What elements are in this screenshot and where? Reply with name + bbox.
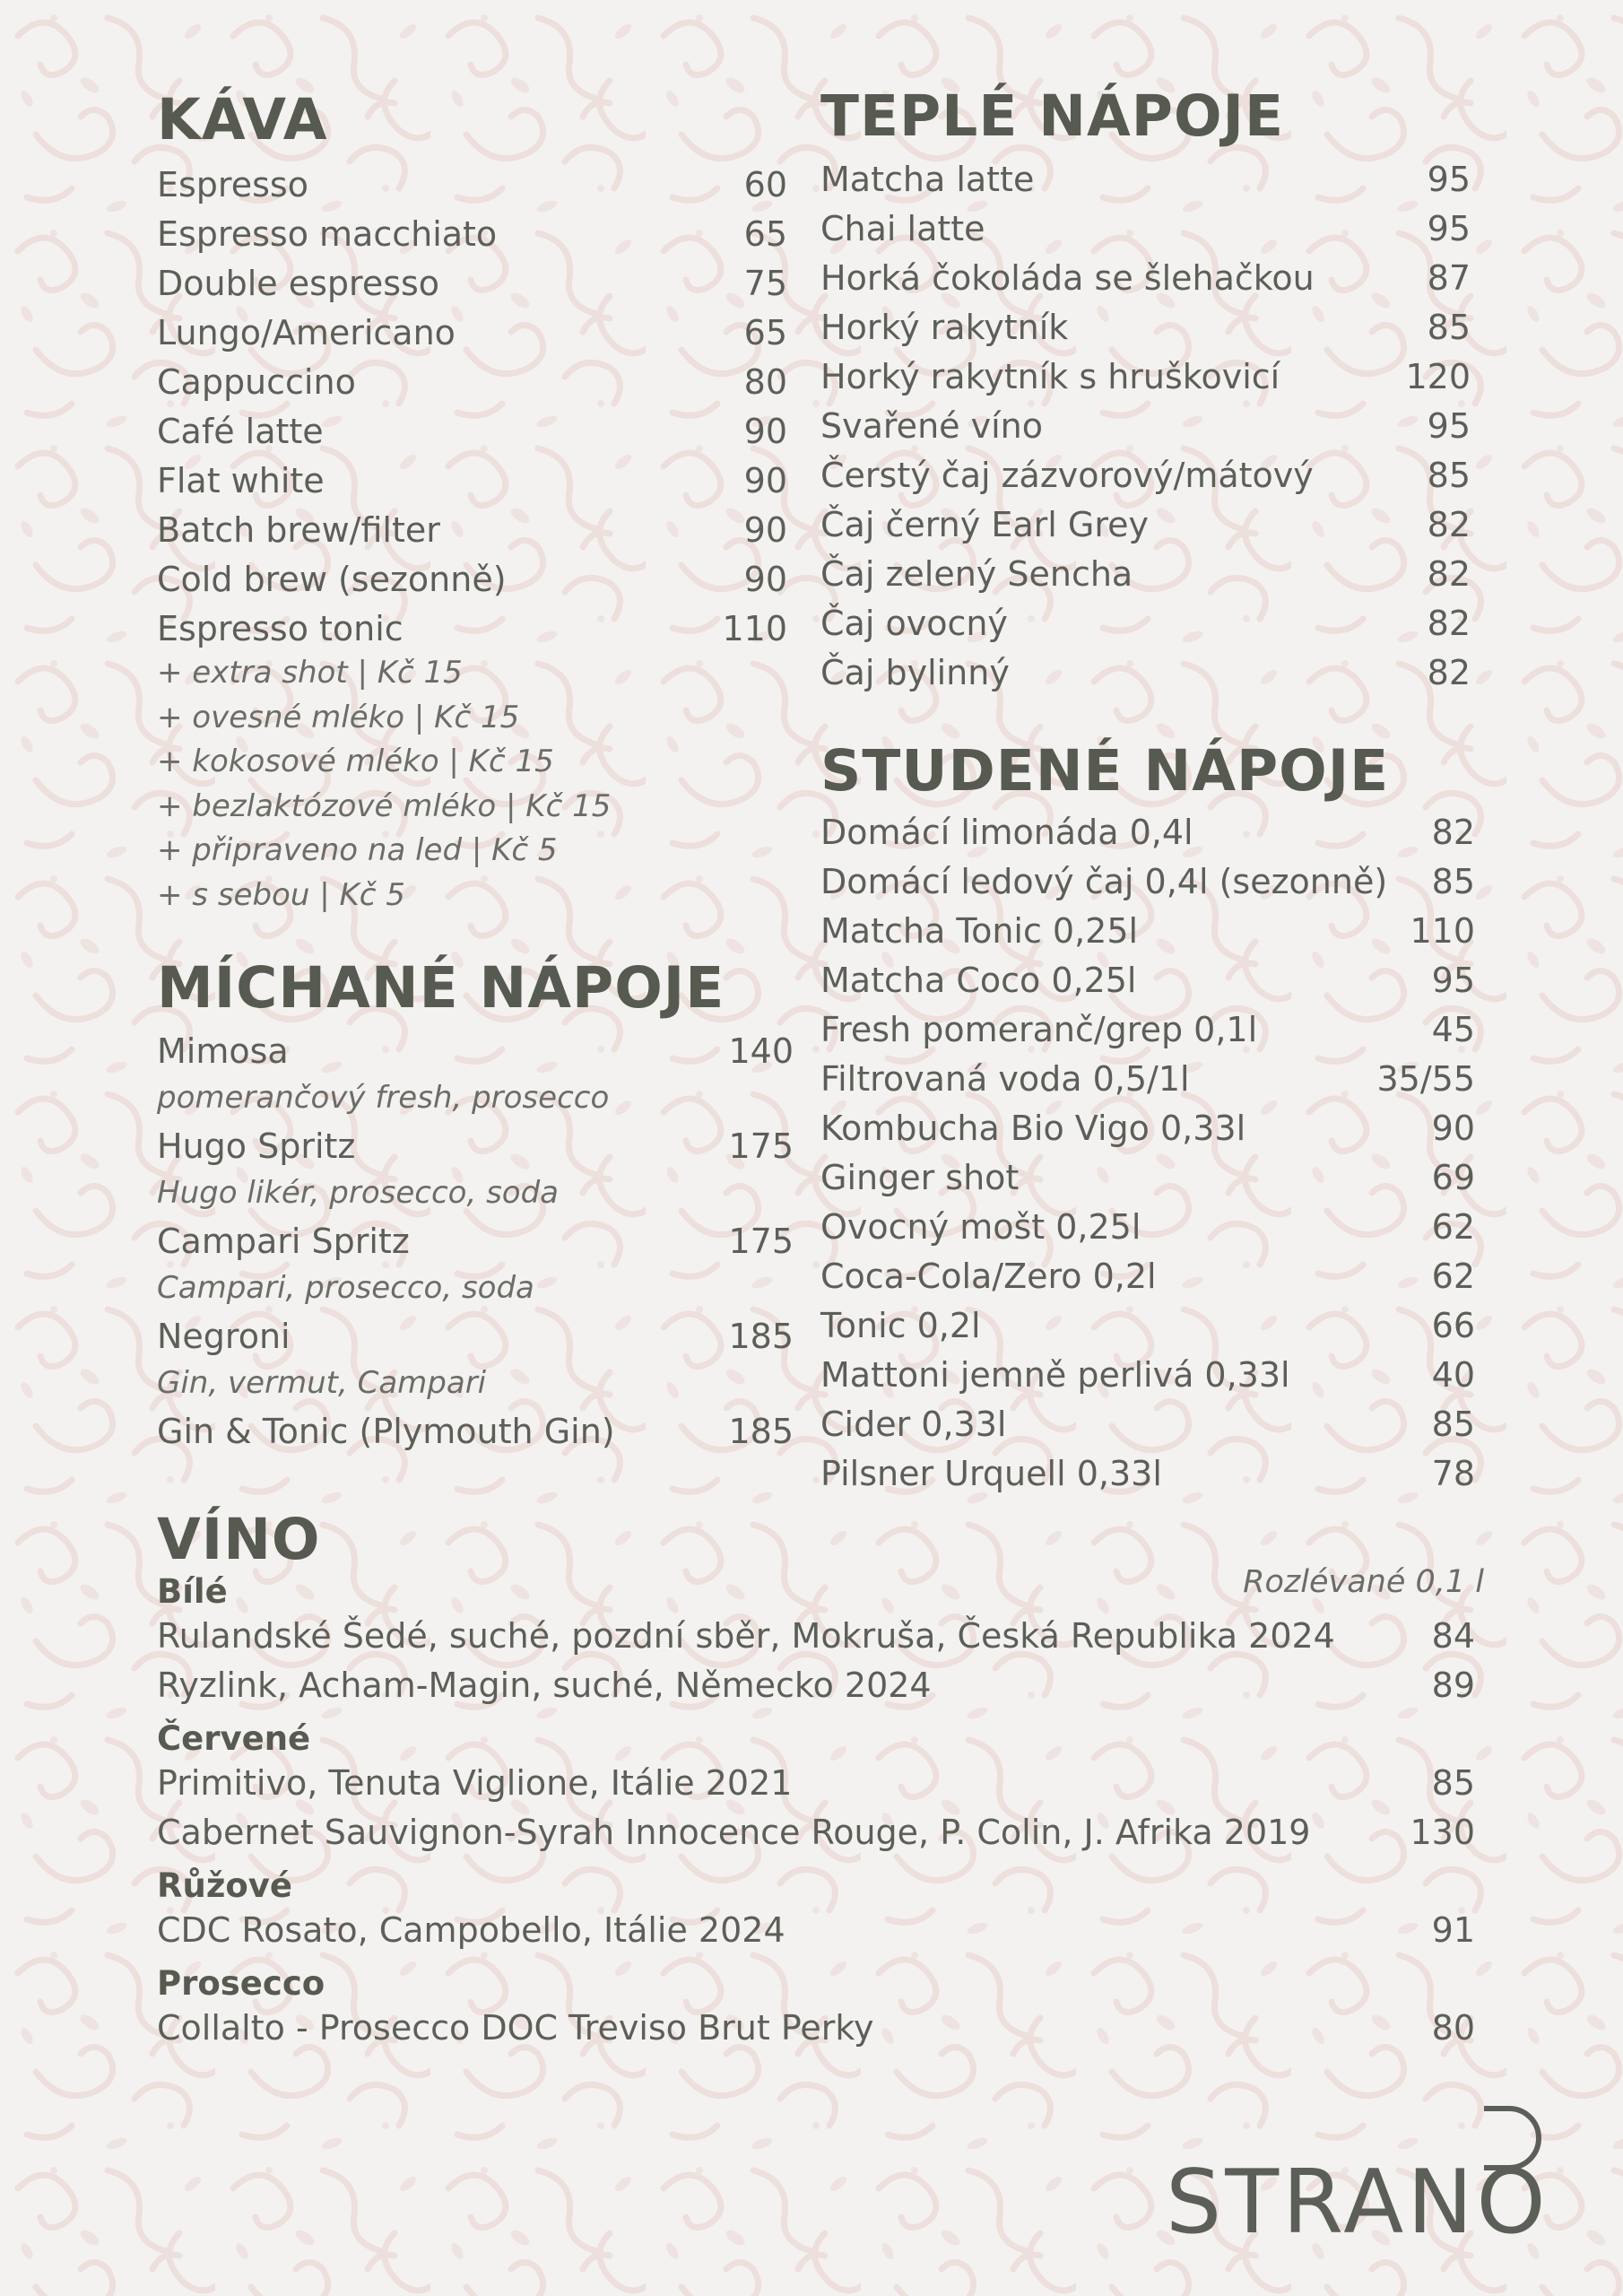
- item-description: Gin, vermut, Campari: [157, 1365, 487, 1401]
- item-name: Fresh pomeranč/grep 0,1l: [820, 1010, 1258, 1049]
- menu-item: [820, 1257, 1475, 1306]
- item-price: 66: [1431, 1306, 1475, 1345]
- wine-item: [157, 1763, 1475, 1813]
- item-price: 185: [728, 1317, 794, 1356]
- item-name: CDC Rosato, Campobello, Itálie 2024: [157, 1910, 785, 1950]
- item-name: Mimosa: [157, 1031, 289, 1071]
- pour-size-note: Rozlévané 0,1 l: [1243, 1564, 1484, 1600]
- item-name: Chai latte: [820, 209, 985, 248]
- item-name: Cabernet Sauvignon-Syrah Innocence Rouge, P. Colin, J. Afrika 2019: [157, 1813, 1311, 1852]
- section-teple: [820, 83, 1471, 702]
- item-name: Hugo Spritz: [157, 1126, 356, 1166]
- item-price: 89: [1431, 1665, 1475, 1705]
- item-price: 175: [728, 1222, 794, 1261]
- item-name: Cider 0,33l: [820, 1405, 1007, 1444]
- item-price: 90: [1431, 1109, 1475, 1148]
- logo-text: STRANO: [1166, 2152, 1549, 2254]
- item-name: Mattoni jemně perlivá 0,33l: [820, 1355, 1290, 1395]
- item-price: 90: [743, 412, 787, 451]
- item-name: Ginger shot: [820, 1158, 1020, 1197]
- item-name: Cappuccino: [157, 362, 356, 402]
- section-heading: MÍCHANÉ NÁPOJE: [157, 955, 725, 1021]
- item-price: 82: [1427, 554, 1471, 594]
- item-price: 185: [728, 1412, 794, 1451]
- menu-item: [820, 1306, 1475, 1355]
- menu-item: [157, 560, 787, 609]
- item-name: Tonic 0,2l: [820, 1306, 981, 1345]
- menu-item: [820, 554, 1471, 604]
- menu-item: [820, 1207, 1475, 1257]
- menu-item: [820, 1355, 1475, 1405]
- item-price: 75: [743, 264, 787, 303]
- wine-item: [157, 1665, 1475, 1715]
- extra-option: + připraveno na led | Kč 5: [157, 832, 558, 868]
- menu-item: [157, 165, 787, 214]
- menu-item: [820, 308, 1471, 357]
- item-description: Hugo likér, prosecco, soda: [157, 1175, 560, 1211]
- menu-item: [820, 1158, 1475, 1207]
- wine-category: Růžové: [157, 1866, 292, 1905]
- item-name: Campari Spritz: [157, 1222, 410, 1261]
- menu-item: [820, 1059, 1475, 1109]
- menu-item: [157, 510, 787, 560]
- item-price: 80: [1431, 2008, 1475, 2048]
- wine-item: [157, 1813, 1475, 1862]
- section-kava: [157, 87, 787, 921]
- menu-item: [820, 813, 1475, 862]
- menu-item: [157, 313, 787, 362]
- item-name: Collalto - Prosecco DOC Treviso Brut Perky: [157, 2008, 874, 2048]
- item-price: 82: [1427, 604, 1471, 643]
- menu-item: [820, 406, 1471, 456]
- section-heading: TEPLÉ NÁPOJE: [820, 83, 1284, 149]
- menu-item: [820, 1010, 1475, 1059]
- item-price: 69: [1431, 1158, 1475, 1197]
- section-studene: [820, 738, 1475, 1503]
- extras-list: [157, 655, 787, 921]
- item-name: Double espresso: [157, 264, 440, 303]
- extra-option: + bezlaktózové mléko | Kč 15: [157, 787, 612, 824]
- wine-item: [157, 1616, 1475, 1665]
- extra-option: + ovesné mléko | Kč 15: [157, 699, 520, 735]
- menu-item: [820, 357, 1471, 406]
- item-price: 90: [743, 461, 787, 500]
- menu-item: [820, 456, 1471, 505]
- item-name: Ovocný mošt 0,25l: [820, 1207, 1141, 1247]
- item-price: 82: [1427, 505, 1471, 544]
- item-price: 84: [1431, 1616, 1475, 1656]
- item-name: Negroni: [157, 1317, 291, 1356]
- section-michane: [157, 955, 794, 1460]
- section-heading: KÁVA: [157, 87, 328, 152]
- menu-item: [820, 209, 1471, 258]
- item-name: Primitivo, Tenuta Viglione, Itálie 2021: [157, 1763, 793, 1803]
- item-name: Čaj ovocný: [820, 604, 1008, 643]
- item-price: 110: [722, 609, 787, 648]
- menu-item: [820, 258, 1471, 308]
- item-description: pomerančový fresh, prosecco: [157, 1080, 610, 1116]
- item-price: 45: [1431, 1010, 1475, 1049]
- item-name: Gin & Tonic (Plymouth Gin): [157, 1412, 615, 1451]
- item-name: Horký rakytník: [820, 308, 1069, 347]
- item-name: Čaj černý Earl Grey: [820, 505, 1149, 544]
- menu-item: [820, 505, 1471, 554]
- section-heading: VÍNO: [157, 1507, 321, 1572]
- item-name: Cold brew (sezonně): [157, 560, 507, 599]
- menu-item: [820, 911, 1475, 961]
- wine-category: Bílé: [157, 1572, 228, 1611]
- menu-item: [157, 1031, 794, 1080]
- item-name: Domácí limonáda 0,4l: [820, 813, 1193, 852]
- item-price: 90: [743, 510, 787, 550]
- item-name: Pilsner Urquell 0,33l: [820, 1454, 1162, 1493]
- item-name: Rulandské Šedé, suché, pozdní sběr, Mokruša, Česká Republika 2024: [157, 1616, 1335, 1656]
- wine-item: [157, 2008, 1475, 2057]
- item-price: 40: [1431, 1355, 1475, 1395]
- section-heading: STUDENÉ NÁPOJE: [820, 738, 1390, 804]
- menu-item: [157, 214, 787, 264]
- item-price: 62: [1431, 1207, 1475, 1247]
- menu-item: [157, 461, 787, 510]
- item-price: 95: [1427, 406, 1471, 446]
- item-name: Horký rakytník s hruškovicí: [820, 357, 1280, 396]
- menu-item: [820, 1454, 1475, 1503]
- menu-item: [820, 961, 1475, 1010]
- item-name: Svařené víno: [820, 406, 1043, 446]
- menu-item: [157, 1222, 794, 1270]
- item-price: 78: [1431, 1454, 1475, 1493]
- item-name: Horká čokoláda se šlehačkou: [820, 258, 1315, 298]
- item-name: Coca-Cola/Zero 0,2l: [820, 1257, 1157, 1296]
- item-name: Espresso macchiato: [157, 214, 498, 254]
- item-price: 95: [1427, 209, 1471, 248]
- item-name: Čaj bylinný: [820, 653, 1010, 692]
- menu-list: [820, 160, 1471, 702]
- menu-item: [157, 362, 787, 412]
- item-price: 130: [1410, 1813, 1475, 1852]
- wine-category: Červené: [157, 1719, 311, 1758]
- menu-item: [820, 653, 1471, 702]
- wine-item: [157, 1910, 1475, 1960]
- menu-item: [157, 412, 787, 461]
- menu-item: [157, 1317, 794, 1365]
- menu-item: [157, 609, 787, 658]
- item-price: 85: [1431, 1763, 1475, 1803]
- item-price: 90: [743, 560, 787, 599]
- item-name: Flat white: [157, 461, 325, 500]
- menu-item: [157, 1412, 794, 1460]
- item-name: Espresso: [157, 165, 308, 204]
- item-name: Batch brew/filter: [157, 510, 440, 550]
- item-name: Domácí ledový čaj 0,4l (sezonně): [820, 862, 1388, 901]
- wine-category: Prosecco: [157, 1964, 325, 2003]
- item-price: 80: [743, 362, 787, 402]
- item-price: 62: [1431, 1257, 1475, 1296]
- item-price: 35/55: [1376, 1059, 1475, 1099]
- menu-list: [157, 1031, 794, 1460]
- item-name: Matcha Tonic 0,25l: [820, 911, 1139, 951]
- menu-item: [820, 604, 1471, 653]
- item-price: 82: [1427, 653, 1471, 692]
- brand-logo: [1166, 2103, 1560, 2254]
- item-price: 65: [743, 214, 787, 254]
- item-price: 120: [1405, 357, 1471, 396]
- menu-item: [157, 264, 787, 313]
- wine-list: [157, 1568, 1475, 2057]
- menu-item: [157, 1126, 794, 1175]
- item-price: 65: [743, 313, 787, 352]
- menu-item: [820, 1405, 1475, 1454]
- item-price: 85: [1427, 308, 1471, 347]
- item-name: Filtrovaná voda 0,5/1l: [820, 1059, 1190, 1099]
- item-name: Čerstý čaj zázvorový/mátový: [820, 456, 1314, 495]
- extra-option: + extra shot | Kč 15: [157, 655, 463, 691]
- item-name: Café latte: [157, 412, 324, 451]
- item-name: Espresso tonic: [157, 609, 404, 648]
- item-name: Lungo/Americano: [157, 313, 456, 352]
- item-price: 95: [1431, 961, 1475, 1000]
- item-name: Ryzlink, Acham-Magin, suché, Německo 2024: [157, 1665, 932, 1705]
- item-price: 87: [1427, 258, 1471, 298]
- menu-item: [820, 160, 1471, 209]
- section-vino: [157, 1505, 1484, 2057]
- item-price: 110: [1410, 911, 1475, 951]
- item-description: Campari, prosecco, soda: [157, 1270, 534, 1306]
- item-price: 91: [1431, 1910, 1475, 1950]
- extra-option: + s sebou | Kč 5: [157, 876, 405, 913]
- item-name: Matcha latte: [820, 160, 1035, 199]
- item-name: Matcha Coco 0,25l: [820, 961, 1137, 1000]
- item-price: 82: [1431, 813, 1475, 852]
- item-name: Kombucha Bio Vigo 0,33l: [820, 1109, 1246, 1148]
- menu-item: [820, 1109, 1475, 1158]
- item-price: 140: [728, 1031, 794, 1071]
- item-price: 60: [743, 165, 787, 204]
- menu-list: [820, 813, 1475, 1503]
- item-price: 85: [1427, 456, 1471, 495]
- extra-option: + kokosové mléko | Kč 15: [157, 744, 554, 779]
- item-price: 95: [1427, 160, 1471, 199]
- menu-list: [157, 165, 787, 658]
- menu-item: [820, 862, 1475, 911]
- item-price: 175: [728, 1126, 794, 1166]
- item-price: 85: [1431, 1405, 1475, 1444]
- item-name: Čaj zelený Sencha: [820, 554, 1133, 594]
- item-price: 85: [1431, 862, 1475, 901]
